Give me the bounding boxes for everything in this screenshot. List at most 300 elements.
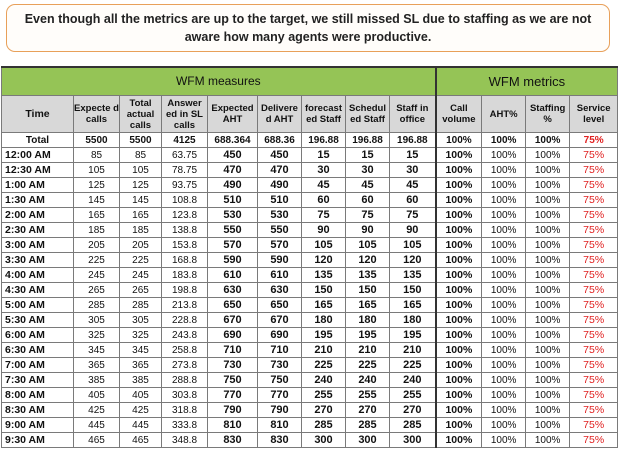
table-cell: 255 xyxy=(390,388,436,403)
table-cell: 100% xyxy=(436,208,482,223)
table-cell: 168.8 xyxy=(162,253,208,268)
table-cell: 688.364 xyxy=(208,133,258,148)
table-cell: 100% xyxy=(482,268,526,283)
table-cell: 85 xyxy=(74,148,120,163)
table-cell: 100% xyxy=(436,178,482,193)
note-text: Even though all the metrics are up to the target, we still missed SL due to staffing as we are not aware how many agents were productive. xyxy=(24,12,592,44)
table-cell: 100% xyxy=(526,268,570,283)
table-cell: 100% xyxy=(526,253,570,268)
table-cell: 213.8 xyxy=(162,298,208,313)
table-cell: 100% xyxy=(482,208,526,223)
table-cell: 125 xyxy=(120,178,162,193)
table-cell: 4:00 AM xyxy=(2,268,74,283)
table-row xyxy=(2,193,618,208)
table-cell: 75 xyxy=(302,208,346,223)
table-cell: 670 xyxy=(258,313,302,328)
table-row xyxy=(2,163,618,178)
table-cell: 100% xyxy=(526,313,570,328)
table-cell: 445 xyxy=(120,418,162,433)
table-cell: 75% xyxy=(570,148,618,163)
table-cell: 100% xyxy=(482,148,526,163)
table-cell: 650 xyxy=(208,298,258,313)
table-row xyxy=(2,253,618,268)
table-cell: 105 xyxy=(74,163,120,178)
table-cell: Total xyxy=(2,133,74,148)
table-cell: 100% xyxy=(436,313,482,328)
table-cell: 195 xyxy=(390,328,436,343)
table-cell: 750 xyxy=(208,373,258,388)
table-cell: 570 xyxy=(258,238,302,253)
table-cell: 830 xyxy=(258,433,302,448)
table-cell: 245 xyxy=(74,268,120,283)
table-cell: 590 xyxy=(258,253,302,268)
table-cell: 198.8 xyxy=(162,283,208,298)
table-cell: 100% xyxy=(526,433,570,448)
table-cell: 305 xyxy=(74,313,120,328)
table-cell: 1:30 AM xyxy=(2,193,74,208)
table-cell: 3:00 AM xyxy=(2,238,74,253)
table-cell: 4125 xyxy=(162,133,208,148)
table-cell: 90 xyxy=(346,223,390,238)
table-cell: 450 xyxy=(258,148,302,163)
table-cell: 100% xyxy=(526,223,570,238)
table-cell: 710 xyxy=(208,343,258,358)
table-cell: 75% xyxy=(570,193,618,208)
table-cell: 138.8 xyxy=(162,223,208,238)
table-cell: 210 xyxy=(390,343,436,358)
table-cell: 165 xyxy=(120,208,162,223)
table-cell: 5:30 AM xyxy=(2,313,74,328)
table-cell: 790 xyxy=(208,403,258,418)
table-cell: 165 xyxy=(346,298,390,313)
table-cell: 385 xyxy=(74,373,120,388)
table-cell: 830 xyxy=(208,433,258,448)
table-cell: 100% xyxy=(436,433,482,448)
table-cell: 100% xyxy=(436,133,482,148)
table-cell: 100% xyxy=(526,298,570,313)
column-header: Answer ed in SL calls xyxy=(162,96,208,133)
table-cell: 100% xyxy=(526,193,570,208)
wfm-table xyxy=(1,66,618,448)
table-cell: 180 xyxy=(302,313,346,328)
table-cell: 100% xyxy=(526,133,570,148)
table-body xyxy=(2,133,618,448)
table-cell: 100% xyxy=(436,268,482,283)
table-cell: 100% xyxy=(526,208,570,223)
table-cell: 185 xyxy=(120,223,162,238)
table-cell: 2:30 AM xyxy=(2,223,74,238)
table-cell: 470 xyxy=(258,163,302,178)
table-cell: 105 xyxy=(302,238,346,253)
table-cell: 75% xyxy=(570,253,618,268)
table-cell: 365 xyxy=(74,358,120,373)
table-cell: 75% xyxy=(570,268,618,283)
table-cell: 100% xyxy=(436,328,482,343)
table-cell: 100% xyxy=(526,148,570,163)
table-cell: 5500 xyxy=(120,133,162,148)
table-cell: 75% xyxy=(570,418,618,433)
table-cell: 100% xyxy=(482,313,526,328)
table-row xyxy=(2,313,618,328)
table-cell: 750 xyxy=(258,373,302,388)
table-cell: 100% xyxy=(436,163,482,178)
table-cell: 4:30 AM xyxy=(2,283,74,298)
table-cell: 333.8 xyxy=(162,418,208,433)
table-cell: 180 xyxy=(346,313,390,328)
table-cell: 265 xyxy=(74,283,120,298)
table-cell: 530 xyxy=(208,208,258,223)
table-cell: 75% xyxy=(570,298,618,313)
column-header-row xyxy=(2,96,618,133)
table-cell: 60 xyxy=(390,193,436,208)
table-cell: 255 xyxy=(302,388,346,403)
table-cell: 93.75 xyxy=(162,178,208,193)
table-cell: 30 xyxy=(302,163,346,178)
table-row xyxy=(2,343,618,358)
table-cell: 270 xyxy=(346,403,390,418)
table-cell: 100% xyxy=(482,433,526,448)
table-cell: 120 xyxy=(302,253,346,268)
table-cell: 305 xyxy=(120,313,162,328)
table-cell: 9:00 AM xyxy=(2,418,74,433)
table-cell: 300 xyxy=(302,433,346,448)
table-cell: 300 xyxy=(390,433,436,448)
table-cell: 100% xyxy=(436,253,482,268)
table-cell: 710 xyxy=(258,343,302,358)
table-cell: 12:30 AM xyxy=(2,163,74,178)
table-cell: 650 xyxy=(258,298,302,313)
column-header: Service level xyxy=(570,96,618,133)
table-cell: 100% xyxy=(436,343,482,358)
table-cell: 100% xyxy=(436,418,482,433)
table-cell: 550 xyxy=(208,223,258,238)
table-row xyxy=(2,298,618,313)
table-cell: 185 xyxy=(74,223,120,238)
table-cell: 690 xyxy=(258,328,302,343)
total-row xyxy=(2,133,618,148)
table-cell: 285 xyxy=(390,418,436,433)
table-cell: 510 xyxy=(208,193,258,208)
table-cell: 123.8 xyxy=(162,208,208,223)
table-cell: 85 xyxy=(120,148,162,163)
table-cell: 9:30 AM xyxy=(2,433,74,448)
note-callout xyxy=(6,4,610,52)
column-header: Expected AHT xyxy=(208,96,258,133)
table-cell: 15 xyxy=(346,148,390,163)
table-cell: 75% xyxy=(570,328,618,343)
table-cell: 105 xyxy=(390,238,436,253)
table-row xyxy=(2,148,618,163)
table-cell: 255 xyxy=(346,388,390,403)
table-cell: 100% xyxy=(482,388,526,403)
table-cell: 730 xyxy=(208,358,258,373)
table-cell: 100% xyxy=(436,358,482,373)
table-cell: 105 xyxy=(346,238,390,253)
table-cell: 12:00 AM xyxy=(2,148,74,163)
table-cell: 770 xyxy=(258,388,302,403)
column-header: Expecte d calls xyxy=(74,96,120,133)
table-cell: 30 xyxy=(390,163,436,178)
table-cell: 180 xyxy=(390,313,436,328)
table-cell: 385 xyxy=(120,373,162,388)
column-header: Staff in office xyxy=(390,96,436,133)
table-cell: 100% xyxy=(482,253,526,268)
table-cell: 318.8 xyxy=(162,403,208,418)
table-cell: 45 xyxy=(302,178,346,193)
table-cell: 325 xyxy=(74,328,120,343)
table-cell: 75% xyxy=(570,223,618,238)
table-cell: 100% xyxy=(482,283,526,298)
table-cell: 195 xyxy=(346,328,390,343)
table-cell: 75 xyxy=(346,208,390,223)
table-row xyxy=(2,358,618,373)
table-cell: 5500 xyxy=(74,133,120,148)
table-cell: 465 xyxy=(74,433,120,448)
table-cell: 100% xyxy=(482,193,526,208)
table-cell: 75% xyxy=(570,433,618,448)
table-cell: 225 xyxy=(74,253,120,268)
table-cell: 100% xyxy=(436,193,482,208)
table-cell: 225 xyxy=(302,358,346,373)
table-cell: 790 xyxy=(258,403,302,418)
table-cell: 165 xyxy=(74,208,120,223)
table-cell: 100% xyxy=(482,178,526,193)
table-cell: 150 xyxy=(302,283,346,298)
table-cell: 100% xyxy=(482,403,526,418)
table-cell: 450 xyxy=(208,148,258,163)
table-cell: 365 xyxy=(120,358,162,373)
table-cell: 90 xyxy=(390,223,436,238)
table-cell: 100% xyxy=(436,388,482,403)
table-cell: 273.8 xyxy=(162,358,208,373)
table-cell: 75% xyxy=(570,358,618,373)
table-cell: 90 xyxy=(302,223,346,238)
table-cell: 196.88 xyxy=(390,133,436,148)
table-cell: 100% xyxy=(526,418,570,433)
table-cell: 30 xyxy=(346,163,390,178)
table-cell: 285 xyxy=(120,298,162,313)
table-row xyxy=(2,208,618,223)
column-header: AHT% xyxy=(482,96,526,133)
table-cell: 610 xyxy=(258,268,302,283)
table-row xyxy=(2,223,618,238)
table-cell: 135 xyxy=(346,268,390,283)
table-cell: 100% xyxy=(526,403,570,418)
table-cell: 145 xyxy=(120,193,162,208)
table-cell: 75% xyxy=(570,373,618,388)
table-cell: 100% xyxy=(526,373,570,388)
table-row xyxy=(2,238,618,253)
table-cell: 285 xyxy=(346,418,390,433)
column-header: Staffing % xyxy=(526,96,570,133)
table-cell: 288.8 xyxy=(162,373,208,388)
table-cell: 100% xyxy=(526,388,570,403)
table-cell: 405 xyxy=(120,388,162,403)
table-cell: 325 xyxy=(120,328,162,343)
table-cell: 125 xyxy=(74,178,120,193)
table-cell: 270 xyxy=(302,403,346,418)
table-cell: 570 xyxy=(208,238,258,253)
table-cell: 630 xyxy=(208,283,258,298)
table-cell: 100% xyxy=(482,298,526,313)
table-cell: 205 xyxy=(120,238,162,253)
table-cell: 265 xyxy=(120,283,162,298)
table-cell: 425 xyxy=(74,403,120,418)
table-cell: 75% xyxy=(570,403,618,418)
table-cell: 490 xyxy=(258,178,302,193)
table-cell: 100% xyxy=(436,403,482,418)
table-cell: 135 xyxy=(390,268,436,283)
column-header: Total actual calls xyxy=(120,96,162,133)
table-cell: 15 xyxy=(390,148,436,163)
table-cell: 100% xyxy=(526,283,570,298)
table-cell: 225 xyxy=(120,253,162,268)
table-cell: 225 xyxy=(390,358,436,373)
table-cell: 75% xyxy=(570,133,618,148)
group-header-metrics: WFM metrics xyxy=(436,67,618,96)
table-cell: 205 xyxy=(74,238,120,253)
table-cell: 165 xyxy=(390,298,436,313)
table-cell: 100% xyxy=(436,148,482,163)
table-cell: 8:00 AM xyxy=(2,388,74,403)
table-cell: 348.8 xyxy=(162,433,208,448)
table-cell: 610 xyxy=(208,268,258,283)
table-cell: 2:00 AM xyxy=(2,208,74,223)
table-cell: 196.88 xyxy=(302,133,346,148)
table-cell: 243.8 xyxy=(162,328,208,343)
table-cell: 810 xyxy=(208,418,258,433)
table-cell: 60 xyxy=(346,193,390,208)
table-cell: 465 xyxy=(120,433,162,448)
table-cell: 75% xyxy=(570,178,618,193)
table-cell: 240 xyxy=(346,373,390,388)
table-cell: 100% xyxy=(482,163,526,178)
table-row xyxy=(2,268,618,283)
table-cell: 120 xyxy=(390,253,436,268)
table-cell: 100% xyxy=(526,328,570,343)
table-cell: 120 xyxy=(346,253,390,268)
column-header: Schedul ed Staff xyxy=(346,96,390,133)
column-header: Delivere d AHT xyxy=(258,96,302,133)
table-cell: 75% xyxy=(570,343,618,358)
table-cell: 445 xyxy=(74,418,120,433)
table-cell: 1:00 AM xyxy=(2,178,74,193)
table-row xyxy=(2,418,618,433)
table-cell: 510 xyxy=(258,193,302,208)
table-cell: 100% xyxy=(436,298,482,313)
table-cell: 100% xyxy=(526,343,570,358)
table-cell: 270 xyxy=(390,403,436,418)
table-cell: 210 xyxy=(302,343,346,358)
table-cell: 100% xyxy=(526,178,570,193)
table-cell: 100% xyxy=(482,343,526,358)
table-cell: 196.88 xyxy=(346,133,390,148)
table-cell: 100% xyxy=(482,373,526,388)
column-header: forecast ed Staff xyxy=(302,96,346,133)
table-cell: 228.8 xyxy=(162,313,208,328)
table-row xyxy=(2,403,618,418)
table-cell: 590 xyxy=(208,253,258,268)
column-header: Time xyxy=(2,96,74,133)
table-cell: 7:00 AM xyxy=(2,358,74,373)
table-cell: 145 xyxy=(74,193,120,208)
table-cell: 150 xyxy=(346,283,390,298)
table-cell: 100% xyxy=(482,328,526,343)
table-cell: 810 xyxy=(258,418,302,433)
table-cell: 100% xyxy=(526,358,570,373)
table-cell: 45 xyxy=(390,178,436,193)
table-row xyxy=(2,283,618,298)
table-cell: 8:30 AM xyxy=(2,403,74,418)
table-cell: 258.8 xyxy=(162,343,208,358)
table-cell: 100% xyxy=(436,238,482,253)
table-cell: 490 xyxy=(208,178,258,193)
table-cell: 75% xyxy=(570,163,618,178)
table-cell: 688.36 xyxy=(258,133,302,148)
table-cell: 108.8 xyxy=(162,193,208,208)
table-cell: 195 xyxy=(302,328,346,343)
table-cell: 240 xyxy=(390,373,436,388)
table-cell: 78.75 xyxy=(162,163,208,178)
table-row xyxy=(2,388,618,403)
table-cell: 6:00 AM xyxy=(2,328,74,343)
table-cell: 105 xyxy=(120,163,162,178)
table-cell: 7:30 AM xyxy=(2,373,74,388)
table-cell: 100% xyxy=(526,238,570,253)
table-cell: 210 xyxy=(346,343,390,358)
table-cell: 153.8 xyxy=(162,238,208,253)
table-cell: 285 xyxy=(74,298,120,313)
table-cell: 425 xyxy=(120,403,162,418)
table-cell: 345 xyxy=(120,343,162,358)
table-cell: 15 xyxy=(302,148,346,163)
table-cell: 45 xyxy=(346,178,390,193)
table-cell: 75% xyxy=(570,238,618,253)
table-cell: 5:00 AM xyxy=(2,298,74,313)
table-cell: 75% xyxy=(570,313,618,328)
table-cell: 165 xyxy=(302,298,346,313)
table-cell: 100% xyxy=(482,238,526,253)
table-cell: 100% xyxy=(482,358,526,373)
table-cell: 285 xyxy=(302,418,346,433)
table-cell: 75% xyxy=(570,283,618,298)
table-cell: 245 xyxy=(120,268,162,283)
table-row xyxy=(2,178,618,193)
table-cell: 150 xyxy=(390,283,436,298)
table-cell: 550 xyxy=(258,223,302,238)
table-cell: 100% xyxy=(436,223,482,238)
group-header-measures: WFM measures xyxy=(2,67,436,96)
table-cell: 100% xyxy=(526,163,570,178)
table-cell: 770 xyxy=(208,388,258,403)
table-cell: 100% xyxy=(482,223,526,238)
table-cell: 100% xyxy=(482,418,526,433)
table-cell: 630 xyxy=(258,283,302,298)
table-cell: 183.8 xyxy=(162,268,208,283)
table-cell: 135 xyxy=(302,268,346,283)
table-cell: 100% xyxy=(436,283,482,298)
table-cell: 300 xyxy=(346,433,390,448)
table-cell: 470 xyxy=(208,163,258,178)
table-cell: 225 xyxy=(346,358,390,373)
table-cell: 303.8 xyxy=(162,388,208,403)
table-cell: 670 xyxy=(208,313,258,328)
table-cell: 60 xyxy=(302,193,346,208)
table-cell: 75% xyxy=(570,388,618,403)
table-cell: 75% xyxy=(570,208,618,223)
table-cell: 530 xyxy=(258,208,302,223)
table-cell: 75 xyxy=(390,208,436,223)
